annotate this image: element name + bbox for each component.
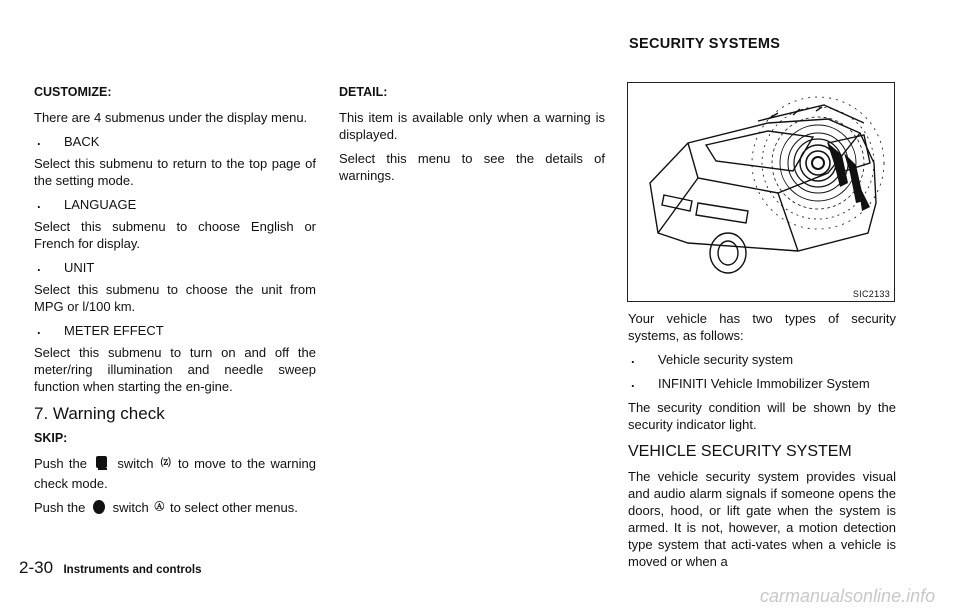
submenu-language-desc: Select this submenu to choose English or French for display. (34, 219, 316, 251)
submenu-unit-desc: Select this submenu to choose the unit from MPG or l/100 km. (34, 282, 316, 314)
submenu-back-desc: Select this submenu to return to the top page of the setting mode. (34, 156, 316, 188)
section-header: SECURITY SYSTEMS (629, 36, 781, 52)
vehicle-security-illustration (628, 83, 894, 301)
detail-paragraph-1: This item is available only when a warning is displayed. (339, 110, 605, 142)
system-item-2: . INFINITI Vehicle Immobilizer System (631, 375, 870, 391)
system-item-1: . Vehicle security system (631, 351, 794, 367)
setting-switch-icon (91, 499, 107, 519)
skip-instruction-a: Push the switch ⒵ to move to the warning check mode. (34, 456, 316, 491)
detail-paragraph-2: Select this menu to see the details of warnings. (339, 151, 605, 183)
page-footer (19, 558, 202, 578)
submenu-back: . BACK (37, 133, 100, 149)
right-column (628, 310, 896, 577)
systems-intro: Your vehicle has two types of security systems, as follows: (628, 311, 896, 343)
figure-code: SIC2133 (852, 289, 890, 299)
vss-title: VEHICLE SECURITY SYSTEM (628, 443, 852, 460)
skip-instruction-b: Push the switch Ⓐ to select other menus. (34, 499, 316, 519)
security-illustration (627, 82, 895, 302)
detail-heading: DETAIL: (339, 85, 388, 99)
customize-intro: There are 4 submenus under the display menu. (34, 110, 308, 125)
skip-heading: SKIP: (34, 431, 68, 445)
display-switch-icon (94, 455, 110, 475)
customize-heading: CUSTOMIZE: (34, 85, 112, 99)
submenu-meter-effect-desc: Select this submenu to turn on and off the meter/ring illumination and needle sweep function when starting the en-gine. (34, 345, 316, 394)
left-column (34, 84, 316, 526)
vss-text: The vehicle security system provides visual and audio alarm signals if someone opens the doors, hood, or lift gate when the system is armed. It is not, however, a motion detection type system that acti-vates when a vehicle is moved or when a (628, 469, 896, 569)
submenu-unit: . UNIT (37, 259, 95, 275)
footer-label: Instruments and controls (63, 564, 202, 576)
marker-a: ⒵ (160, 458, 171, 469)
middle-column (339, 84, 605, 191)
submenu-meter-effect: . METER EFFECT (37, 322, 164, 338)
marker-b: Ⓐ (154, 502, 165, 513)
security-condition-text: The security condition will be shown by the security indicator light. (628, 400, 896, 432)
watermark: carmanualsonline.info (760, 586, 936, 606)
warning-check-title: 7. Warning check (34, 404, 165, 423)
page-number: 2-30 (19, 558, 54, 577)
submenu-language: . LANGUAGE (37, 196, 137, 212)
